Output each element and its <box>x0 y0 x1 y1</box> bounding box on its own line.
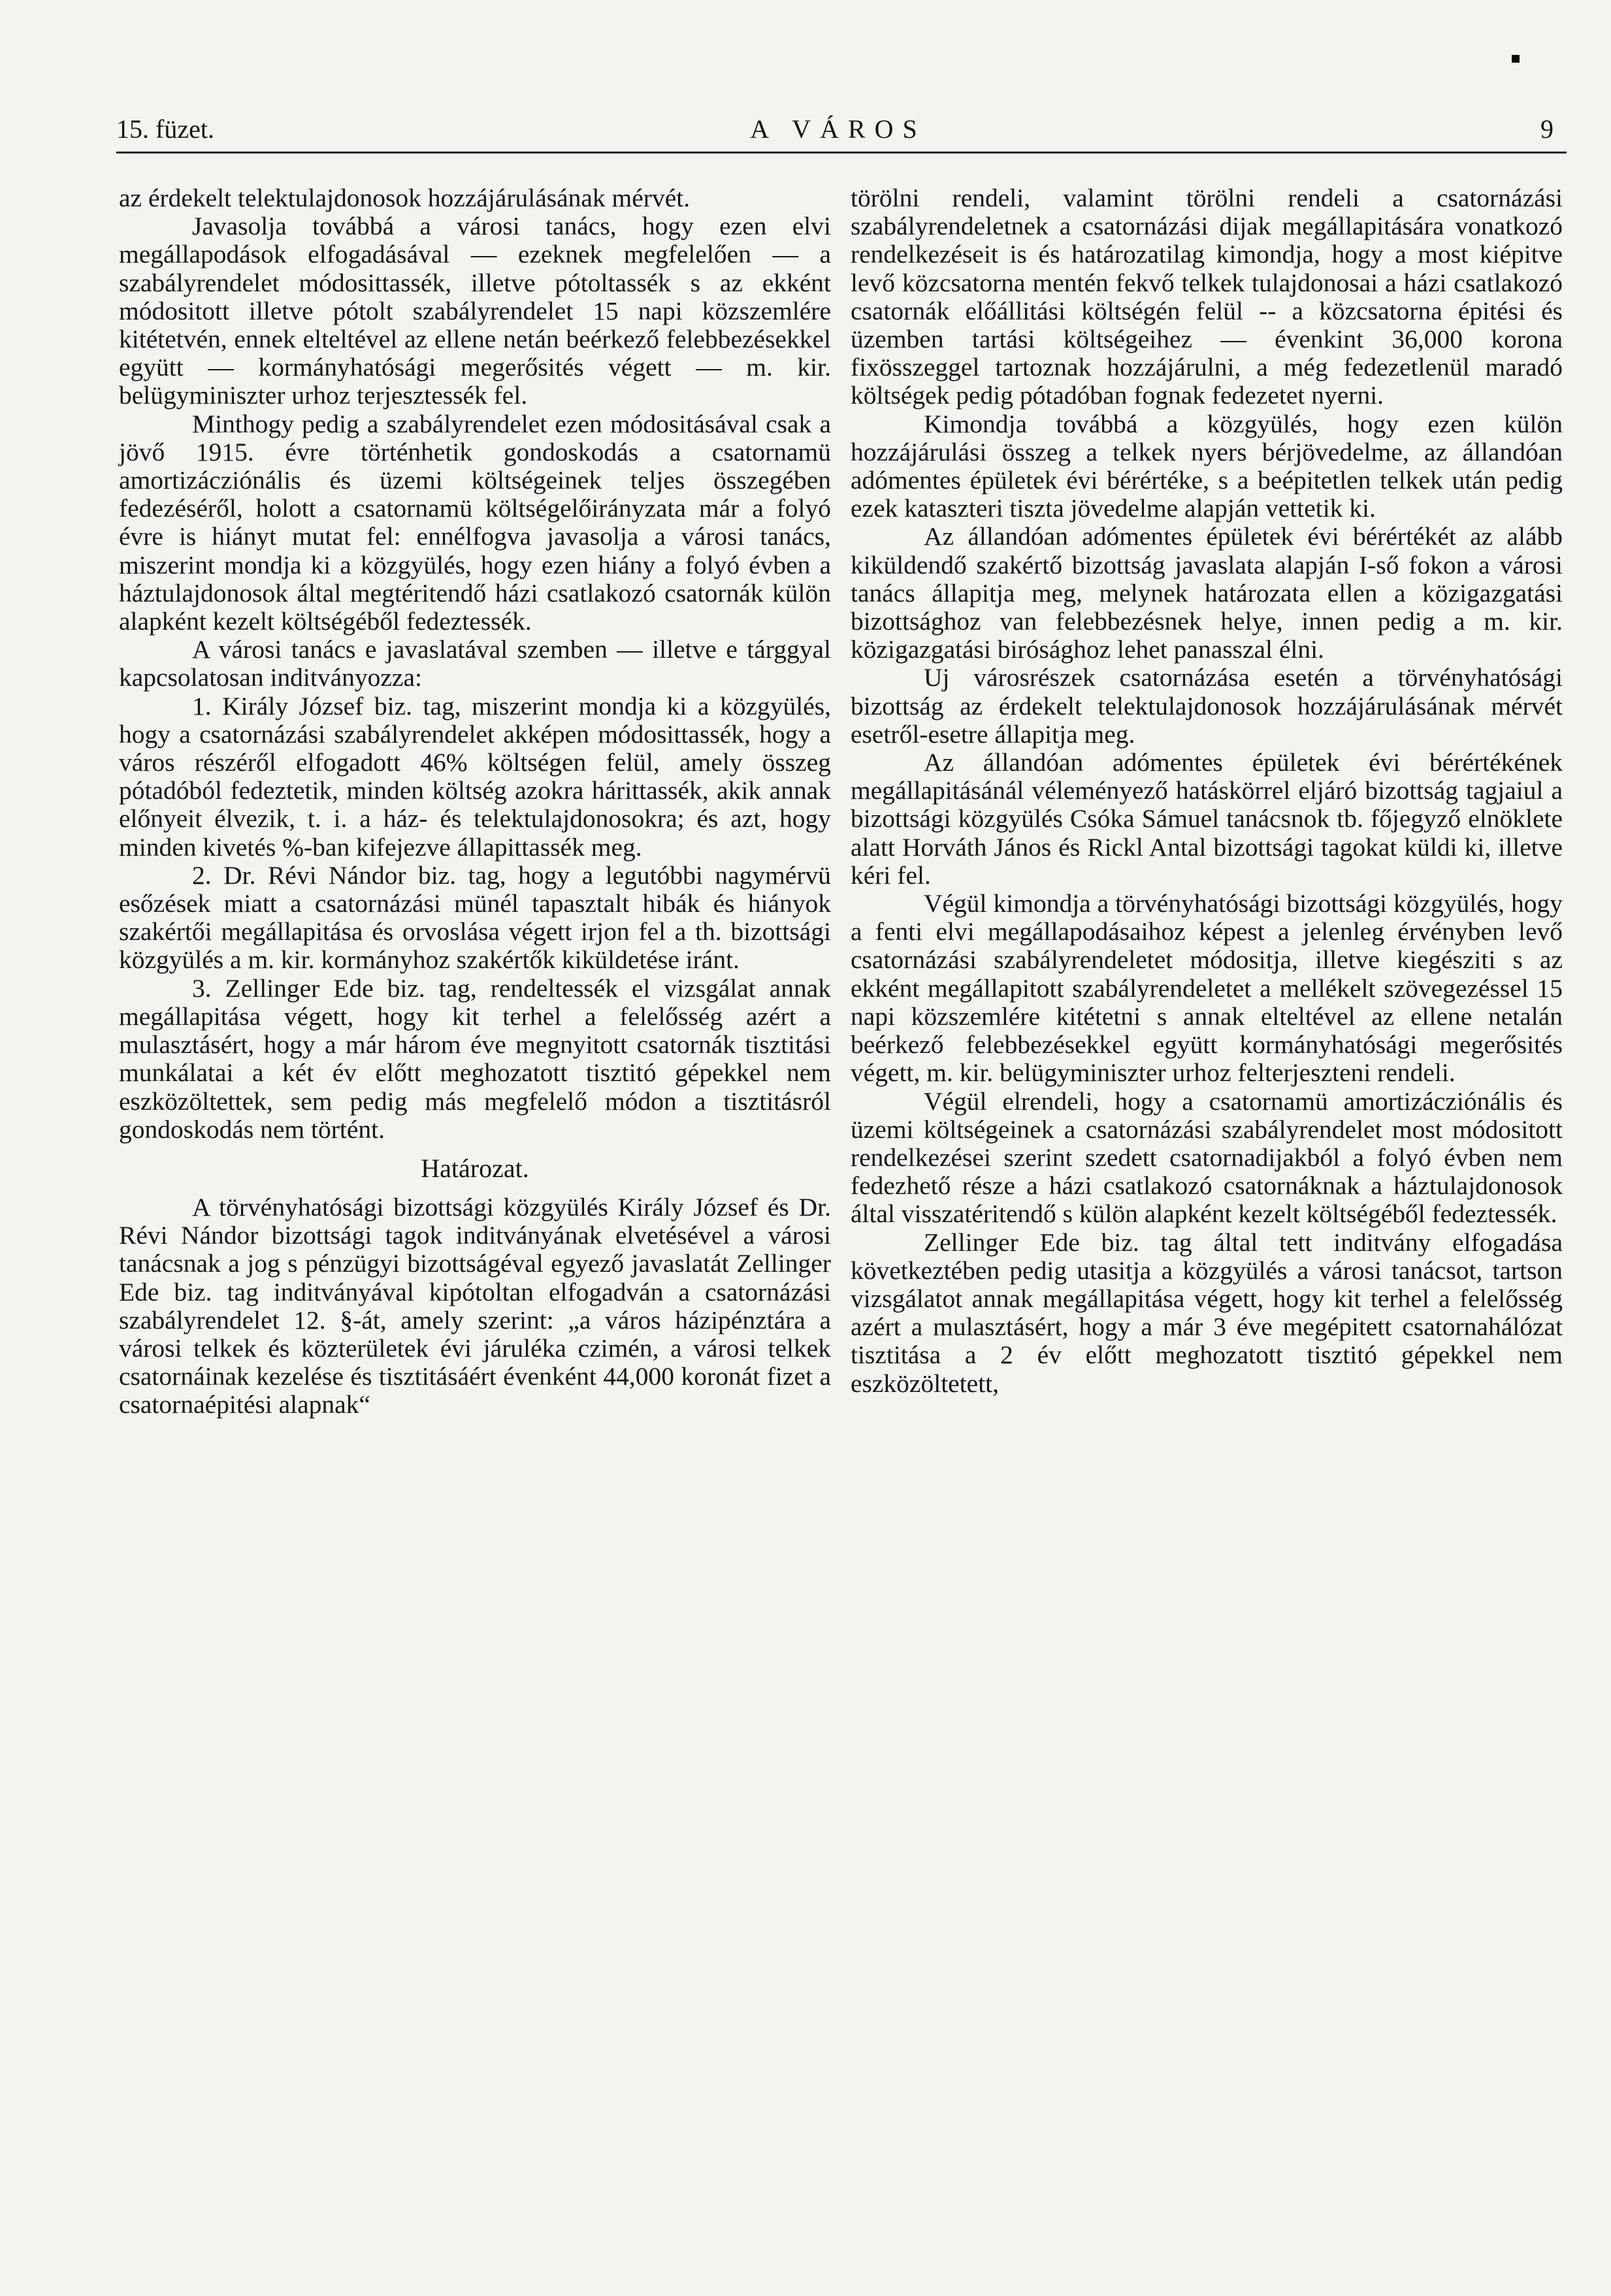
section-heading: Határozat. <box>421 1153 529 1183</box>
issue-label: 15. füzet. <box>116 114 214 144</box>
left-column <box>119 184 831 1419</box>
paragraph: törölni rendeli, valamint törölni rendeli a csatornázási szabályrendeletnek a csatornázási dijak megállapitására vonatkozó rendelkezéseit is és határozatilag kimondja, hogy a most kiépitve levő közcsatorna mentén fekvő telkek tulajdonosai a házi csatlakozó csatornák előállitási költségén felül -- a közcsatorna épitési és üzemben tartási költségeihez — évenkint 36,000 korona fixösszeggel tartoznak hozzájárulni, a még fedezetlenül maradó költségek pedig pótadóban fognak fedezetet nyerni. <box>851 184 1563 410</box>
ink-speck-mark <box>1512 55 1520 63</box>
paragraph: Kimondja továbbá a közgyülés, hogy ezen külön hozzájárulási összeg a telkek nyers bérjövedelme, az állandóan adómentes épületek évi bérértéke, s a beépitetlen telkek után pedig ezek kataszteri tiszta jövedelme alapján vettetik ki. <box>851 409 1563 523</box>
paragraph: Az állandóan adómentes épületek évi bérértékét az alább kiküldendő szakértő bizottság javaslata alapján I-ső fokon a városi tanács állapitja meg, melynek határozata ellen a közigazgatási bizottsághoz van felebbezésnek helye, innen pedig a m. kir. közigazgatási birósághoz lehet panasszal élni. <box>851 522 1563 664</box>
paragraph: Az állandóan adómentes épületek évi bérértékének megállapitásánál véleményező hatáskörrel eljáró bizottság tagjaiul a bizottsági közgyülés Csóka Sámuel tanácsnok tb. főjegyző elnöklete alatt Horváth János és Rickl Antal bizottsági tagokat küldi ki, illetve kéri fel. <box>851 748 1563 890</box>
motion-1: 1. Király József biz. tag, miszerint mondja ki a közgyülés, hogy a csatornázási szabályrendelet akképen módosittassék, hogy a város részéről elfogadott 46% költségen felül, amely összeg pótadóból fedeztetik, minden költség azokra hárittassék, akik annak előnyeit élvezik, t. i. a ház- és telektulajdonosokra; és azt, hogy minden kivetés %-ban kifejezve állapittassék meg. <box>119 691 831 862</box>
paragraph: Javasolja továbbá a városi tanács, hogy ezen elvi megállapodások elfogadásával — ezeknek megfelelően — a szabályrendelet módosittassék, illetve pótoltassék s az ekként módositott illetve pótolt szabályrendelet 15 napi közszemlére kitétetvén, ennek elteltével az ellene netán beérkező felebbezésekkel együtt — kormányhatósági megerősités végett — m. kir. belügyminiszter urhoz terjesztessék fel. <box>119 212 831 410</box>
page-number: 9 <box>1540 114 1554 144</box>
page-header <box>116 110 1554 149</box>
journal-title: A VÁROS <box>750 114 926 144</box>
paragraph: Zellinger Ede biz. tag által tett inditvány elfogadása következtében pedig utasitja a közgyülés a városi tanácsot, tartson vizsgálatot annak megállapitása végett, hogy kit terhel a felelősség azért a mulasztásért, hogy a már 3 éve megépitett csatornahálózat tisztitása a 2 év előtt meghozatott tisztitó gépekkel nem eszközöltetett, <box>851 1227 1563 1398</box>
resolution-paragraph: A törvényhatósági bizottsági közgyülés Király József és Dr. Révi Nándor bizottsági tagok inditványának elvetésével a városi tanácsnak a jog s pénzügyi bizottságéval egyező javaslatát Zellinger Ede biz. tag inditványával kipótoltan elfogadván a csatornázási szabályrendelet 12. §-át, amely szerint: „a város házipénztára a városi telkek és közterületek évi járuléka czimén, a városi telkek csatornáinak kezelése és tisztitásáért évenként 44,000 koronát fizet a csatornaépitési alapnak“ <box>119 1192 831 1419</box>
right-column <box>851 184 1563 1398</box>
motion-2: 2. Dr. Révi Nándor biz. tag, hogy a legutóbbi nagymérvü esőzések miatt a csatornázási münél tapasztalt hibák és hiányok szakértői megállapitása és orvoslása végett irjon fel a th. bizottsági közgyülés a m. kir. kormányhoz szakértők kiküldetése iránt. <box>119 860 831 975</box>
motion-3: 3. Zellinger Ede biz. tag, rendeltessék el vizsgálat annak megállapitása végett, hogy kit terhel a felelősség azért a mulasztásért, hogy a már három éve megnyitott csatornák tisztitási munkálatai a két év előtt meghozatott tisztitó gépekkel nem eszközöltettek, sem pedig más megfelelő módon a tisztitásról gondoskodás nem történt. <box>119 973 831 1144</box>
header-rule <box>116 152 1567 154</box>
paragraph: Uj városrészek csatornázása esetén a törvényhatósági bizottság az érdekelt telektulajdonosok hozzájárulásának mérvét esetről-esetre állapitja meg. <box>851 663 1563 749</box>
paragraph: Minthogy pedig a szabályrendelet ezen módositásával csak a jövő 1915. évre történhetik gondoskodás a csatornamü amortizácziónális és üzemi költségeinek teljes összegében fedezéséről, holott a csatornamü költségelőirányzata már a folyó évre is hiányt mutat fel: ennélfogva javasolja a városi tanács, miszerint mondja ki a közgyülés, hogy ezen hiány a folyó évben a háztulajdonosok által megtéritendő házi csatlakozó csatornák külön alapként kezelt költségéből fedeztessék. <box>119 409 831 636</box>
paragraph: Végül elrendeli, hogy a csatornamü amortizácziónális és üzemi költségeinek a csatornázási szabályrendelet most módositott rendelkezései szerint szedett csatornadijakból a folyó évben nem fedezhető része a házi csatlakozó csatornáknak a háztulajdonosok által visszatéritendő s külön alapként kezelt költségéből fedeztessék. <box>851 1086 1563 1229</box>
paragraph: A városi tanács e javaslatával szemben — illetve e tárggyal kapcsolatosan inditványozza: <box>119 635 831 692</box>
paragraph: az érdekelt telektulajdonosok hozzájárulásának mérvét. <box>119 184 691 212</box>
paragraph: Végül kimondja a törvényhatósági bizottsági közgyülés, hogy a fenti elvi megállapodásaihoz képest a jelenleg érvényben levő csatornázási szabályrendeletet módositja, illetve kiegésziti s az ekként megállapitott szabályrendeletet a mellékelt szövegezéssel 15 napi közszemlére kitétetni s annak elteltével az ellene netalán beérkező felebbezésekkel együtt kormányhatósági megerősités végett, m. kir. belügyminiszter urhoz felterjeszteni rendeli. <box>851 889 1563 1088</box>
